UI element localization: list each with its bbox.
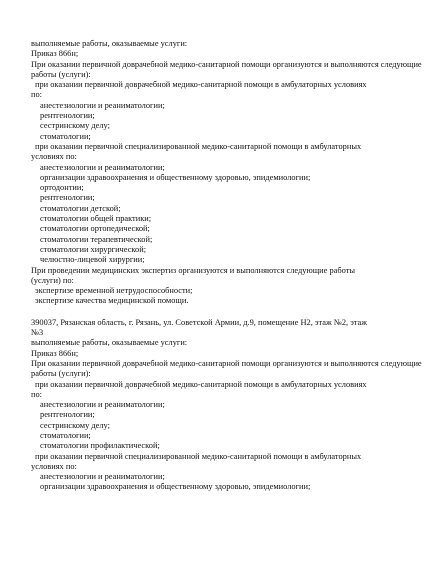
text-line: Приказ 866н; <box>31 49 79 59</box>
text-line: экспертизе качества медицинской помощи. <box>35 296 189 306</box>
text-line: стоматологии; <box>40 131 91 141</box>
text-line: при оказании первичной специализированной медико-санитарной помощи в амбулаторных <box>35 451 362 461</box>
text-line: организации здравоохранения и общественному здоровью, эпидемиологии; <box>40 482 311 492</box>
text-line: стоматологии общей практики; <box>40 214 152 224</box>
text-line: при оказании первичной доврачебной медико-санитарной помощи в амбулаторных условиях <box>35 379 367 389</box>
activity-list-second-address <box>0 318 430 493</box>
text-line: рентгенологии; <box>40 410 95 420</box>
text-line: При оказании первичной доврачебной медико-санитарной помощи организуются и выполняются следующие <box>31 358 422 368</box>
text-line: При оказании первичной доврачебной медико-санитарной помощи организуются и выполняются следующие <box>31 59 422 69</box>
text-line: стоматологии; <box>40 430 91 440</box>
text-line: сестринскому делу; <box>40 420 110 430</box>
text-line: сестринскому делу; <box>40 121 110 131</box>
text-line: при оказании первичной доврачебной медико-санитарной помощи в амбулаторных условиях <box>35 80 367 90</box>
paragraph-gap <box>0 307 430 318</box>
text-line: стоматологии терапевтической; <box>40 234 153 244</box>
text-line: При проведении медицинских экспертиз организуются и выполняются следующие работы <box>31 265 355 275</box>
text-line: по: <box>31 389 42 399</box>
text-line: рентгенологии; <box>40 193 95 203</box>
text-line: условиях по: <box>31 461 77 471</box>
text-line: при оказании первичной специализированной медико-санитарной помощи в амбулаторных <box>35 141 362 151</box>
text-line: стоматологии детской; <box>40 203 121 213</box>
text-line: челюстно-лицевой хирургии; <box>40 255 145 265</box>
text-line: анестезиологии и реаниматологии; <box>40 400 165 410</box>
text-line: №3 <box>31 328 44 338</box>
activity-list-first-address <box>0 39 430 307</box>
text-line: работы (услуги): <box>31 369 91 379</box>
text-line: стоматологии профилактической; <box>40 441 160 451</box>
text-line: 390037, Рязанская область, г. Рязань, ул. Советской Армии, д.9, помещение Н2, этаж №2, этаж <box>31 317 368 327</box>
text-line: рентгенологии; <box>40 111 95 121</box>
text-line: условиях по: <box>31 152 77 162</box>
text-line: анестезиологии и реаниматологии; <box>40 472 165 482</box>
text-line: ортодонтии; <box>40 183 84 193</box>
text-line: (услуги) по: <box>31 275 74 285</box>
text-line: по: <box>31 90 42 100</box>
text-line: анестезиологии и реаниматологии; <box>40 100 165 110</box>
text-line: Приказ 866н; <box>31 348 79 358</box>
text-line: экспертизе временной нетрудоспособности; <box>35 286 193 296</box>
text-line: стоматологии ортопедической; <box>40 224 150 234</box>
text-line: анестезиологии и реаниматологии; <box>40 162 165 172</box>
text-line: выполняемые работы, оказываемые услуги: <box>31 338 188 348</box>
text-line: организации здравоохранения и общественному здоровью, эпидемиологии; <box>40 172 311 182</box>
text-line: работы (услуги): <box>31 69 91 79</box>
text-line: стоматологии хирургической; <box>40 244 147 254</box>
text-line: выполняемые работы, оказываемые услуги: <box>31 39 188 48</box>
